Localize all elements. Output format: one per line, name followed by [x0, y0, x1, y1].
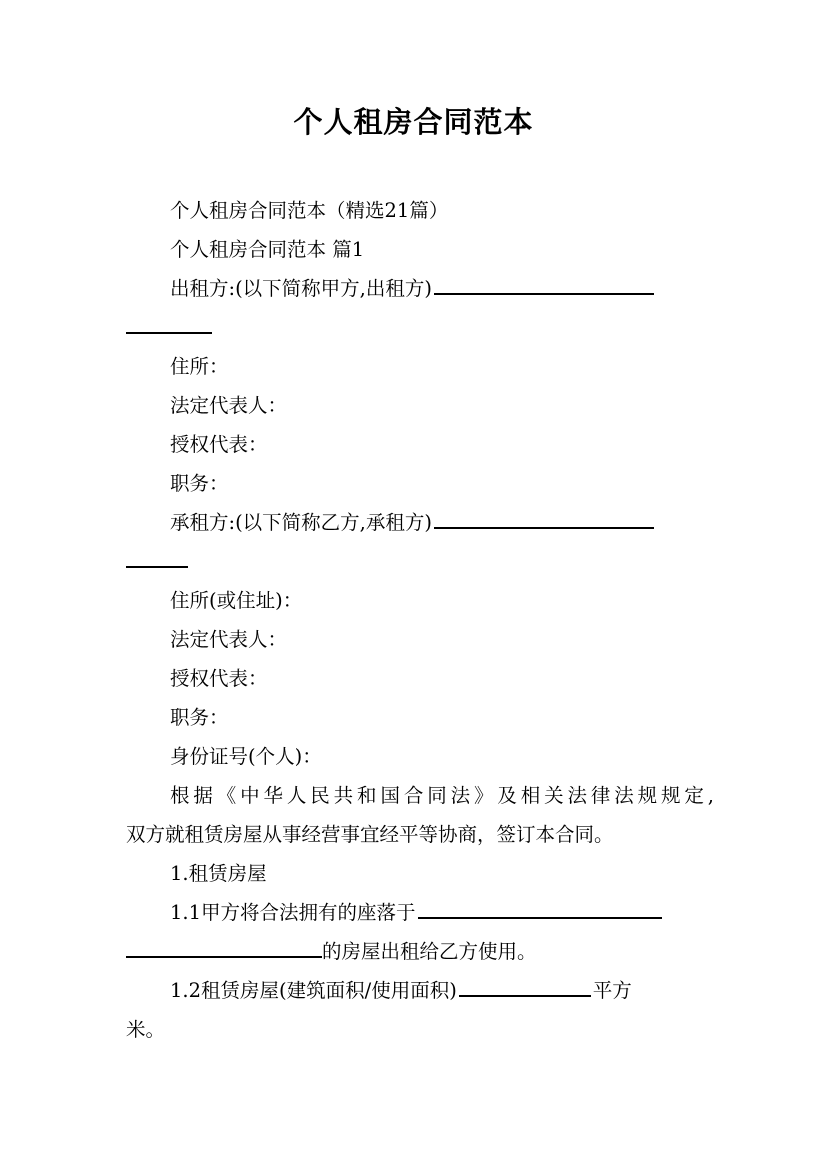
lessee-id-number: 身份证号(个人)：	[170, 745, 322, 768]
lessor-blank-tail	[126, 332, 212, 334]
lessor-line	[170, 275, 656, 303]
lessor-authorized-rep: 授权代表：	[170, 433, 268, 456]
clause-1-2-line2: 米。	[126, 1018, 166, 1041]
lessor-address: 住所：	[170, 355, 229, 378]
lessee-authorized-rep: 授权代表：	[170, 667, 268, 690]
clause-1-1-line2	[126, 938, 537, 966]
lessee-label: 承租方:(以下简称乙方,承租方)	[170, 511, 432, 534]
document-title: 个人租房合同范本	[293, 105, 534, 139]
clause-1-1-line1	[170, 899, 664, 927]
lessor-position: 职务：	[170, 472, 229, 495]
section-heading: 个人租房合同范本 篇1	[170, 238, 365, 261]
lessee-position: 职务：	[170, 706, 229, 729]
basis-paragraph-line2: 双方就租赁房屋从事经营事宜经平等协商，签订本合同。	[126, 823, 614, 846]
clause-1-1-tail: 的房屋出租给乙方使用。	[322, 940, 537, 963]
basis-paragraph-line1: 根据《中华人民共和国合同法》及相关法律法规规定,	[170, 784, 714, 807]
lessee-blank-continued	[126, 548, 188, 576]
lessee-blank	[434, 527, 654, 529]
clause-1-2-label: 1.2租赁房屋(建筑面积/使用面积)	[170, 979, 457, 1002]
lessor-blank	[434, 293, 654, 295]
area-blank	[459, 995, 591, 997]
clause-heading-lease-premises: 1.租赁房屋	[170, 862, 267, 885]
lessor-blank-continued	[126, 314, 212, 342]
lessee-address: 住所(或住址)：	[170, 589, 303, 612]
clause-1-2-line1	[170, 977, 632, 1005]
clause-1-1-label: 1.1甲方将合法拥有的座落于	[170, 901, 416, 924]
lessee-line	[170, 509, 656, 537]
subtitle-line: 个人租房合同范本（精选21篇）	[170, 199, 449, 222]
lessor-label: 出租方:(以下简称甲方,出租方)	[170, 277, 432, 300]
lessor-legal-rep: 法定代表人：	[170, 394, 288, 417]
location-blank	[418, 917, 662, 919]
clause-1-2-unit: 平方	[592, 979, 632, 1002]
lessee-blank-tail	[126, 566, 188, 568]
lessee-legal-rep: 法定代表人：	[170, 628, 288, 651]
location-blank-tail	[126, 956, 322, 958]
